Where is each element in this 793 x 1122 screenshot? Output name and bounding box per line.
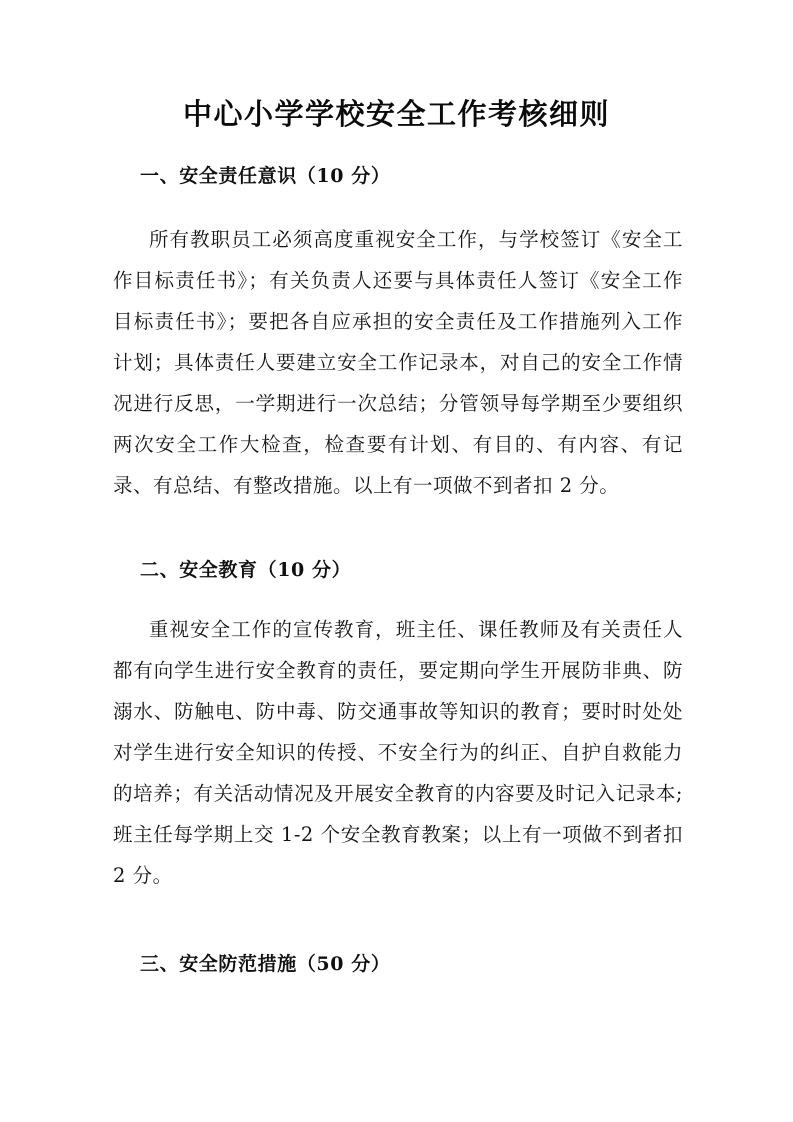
- section-heading-1: 一、安全责任意识（10 分）: [140, 165, 391, 187]
- page-title: 中心小学学校安全工作考核细则: [182, 97, 610, 131]
- section-paragraph-1: 所有教职员工必须高度重视安全工作，与学校签订《安全工作目标责任书》；有关负责人还要与具体责任人签订《安全工作目标责任书》；要把各自应承担的安全责任及工作措施列入工作计划；具体责任人要建立安全工作记录本，对自己的安全工作情况进行反思，一学期进行一次总结；分管领导每学期至少要组织两次安全工作大检查，检查要有计划、有目的、有内容、有记录、有总结、有整改措施。以上有一项做不到者扣 2 分。: [113, 228, 683, 497]
- section-paragraph-2: 重视安全工作的宣传教育，班主任、课任教师及有关责任人都有向学生进行安全教育的责任，要定期向学生开展防非典、防溺水、防触电、防中毒、防交通事故等知识的教育；要时时处处对学生进行安全知识的传授、不安全行为的纠正、自护自救能力的培养；有关活动情况及开展安全教育的内容要及时记入记录本;班主任每学期上交 1-2 个安全教育教案；以上有一项做不到者扣 2 分。: [113, 618, 683, 887]
- document-body: [113, 150, 683, 985]
- section-heading-3: 三、安全防范措施（50 分）: [140, 953, 391, 975]
- section-heading-2: 二、安全教育（10 分）: [140, 559, 352, 581]
